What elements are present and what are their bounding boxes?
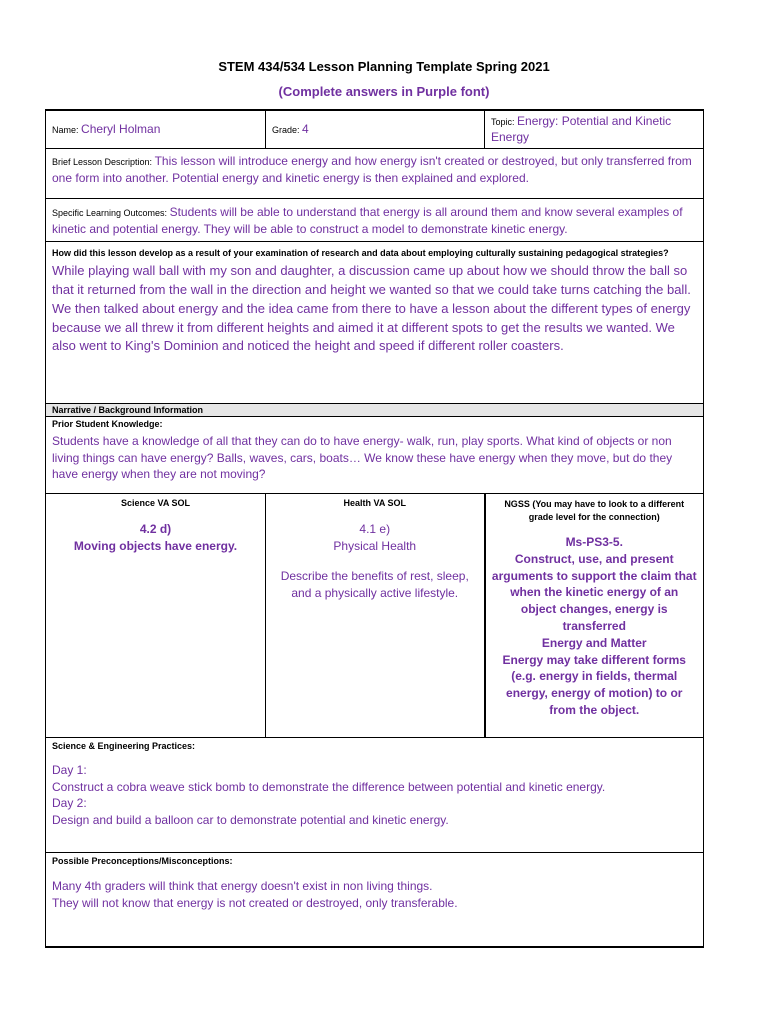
research-row [46,241,704,403]
brief-row [46,149,704,199]
ngss-cell [485,493,704,737]
health-sol-header: Health VA SOL [343,497,406,508]
ngss-text: Construct, use, and present arguments to support the claim that when the kinetic energy of an object changes, energy is transferred [491,551,697,634]
day2-text: Design and build a balloon car to demonstrate potential and kinetic energy. [52,813,449,828]
brief-label: Brief Lesson Description: [52,157,153,168]
practices-cell [46,737,704,852]
ngss-sub-text: Energy may take different forms (e.g. energy in fields, thermal energy, energy of motion) to or from the object. [502,652,686,718]
health-sol-code: 4.1 e) [359,521,391,536]
day1-text: Construct a cobra weave stick bomb to demonstrate the difference between potential and kinetic energy. [52,779,606,794]
misconceptions-cell [46,852,704,947]
grade-label: Grade: [272,125,300,136]
header-row [46,110,704,149]
name-value: Cheryl Holman [81,122,161,137]
science-sol-cell [46,493,266,737]
outcomes-text: Students will be able to understand that energy is all around them and know several examples of kinetic and potential energy. They will be able to construct a model to demonstrate kinetic energy. [52,205,683,237]
research-text: While playing wall ball with my son and daughter, a discussion came up about how we should throw the ball so that it returned from the wall in the direction and height we wanted so that we could take turns catching the ball. We then talked about energy and the idea came from there to have a lesson about the different types of energy because we all threw it from different heights and aimed it at different spots to get the results we wanted. We also went to King's Dominion and noticed the height and speed if different roller coasters. [52,263,691,354]
health-sol-text: Describe the benefits of rest, sleep, and a physically active lifestyle. [280,569,469,601]
topic-label: Topic: [491,117,515,127]
prior-cell [46,416,704,493]
ngss-code: Ms-PS3-5. [565,535,623,550]
topic-value: Energy: Potential and Kinetic Energy [491,114,672,145]
topic-cell [485,110,704,149]
outcomes-label: Specific Learning Outcomes: [52,208,168,219]
lesson-plan-table [45,109,704,948]
misconceptions-line2: They will not know that energy is not created or destroyed, only transferable. [52,895,458,910]
misconceptions-row [46,852,704,947]
misconceptions-line1: Many 4th graders will think that energy doesn't exist in non living things. [52,878,433,893]
name-cell [46,110,266,149]
page-title: STEM 434/534 Lesson Planning Template Spring 2021 [218,59,550,74]
day1-label: Day 1: [52,762,87,777]
grade-value: 4 [302,122,309,137]
prior-label: Prior Student Knowledge: [52,418,163,429]
narrative-label: Narrative / Background Information [52,404,204,415]
grade-cell [266,110,485,149]
science-sol-code: 4.2 d) [139,521,172,536]
brief-text: This lesson will introduce energy and how energy isn't created or destroyed, but only transferred from one form into another. Potential energy and kinetic energy is then explained and explored. [52,154,692,186]
page-subtitle: (Complete answers in Purple font) [278,84,490,99]
sol-row [46,493,704,737]
prior-text: Students have a knowledge of all that they can do to have energy- walk, run, play sports. What kind of objects or non living things can have energy? Balls, waves, cars, boats… We know these have energy when they move, but do they have energy when they are not moving? [52,433,673,482]
narrative-cell [46,403,704,416]
outcomes-row [46,199,704,242]
narrative-row [46,403,704,416]
practices-row [46,737,704,852]
prior-row [46,416,704,493]
science-sol-text: Moving objects have energy. [73,538,238,553]
practices-label: Science & Engineering Practices: [52,740,196,751]
misconceptions-label: Possible Preconceptions/Misconceptions: [52,855,233,866]
research-label: How did this lesson develop as a result of your examination of research and data about employing culturally sustaining pedagogical strategies? [52,247,669,258]
name-label: Name: [52,125,79,136]
health-sol-title: Physical Health [333,538,417,553]
research-cell [46,241,704,403]
brief-cell [46,149,704,199]
health-sol-cell [266,493,485,737]
outcomes-cell [46,199,704,242]
day2-label: Day 2: [52,796,87,811]
ngss-sub: Energy and Matter [541,635,647,650]
ngss-header: NGSS (You may have to look to a different grade level for the connection) [504,498,685,523]
science-sol-header: Science VA SOL [120,497,191,508]
